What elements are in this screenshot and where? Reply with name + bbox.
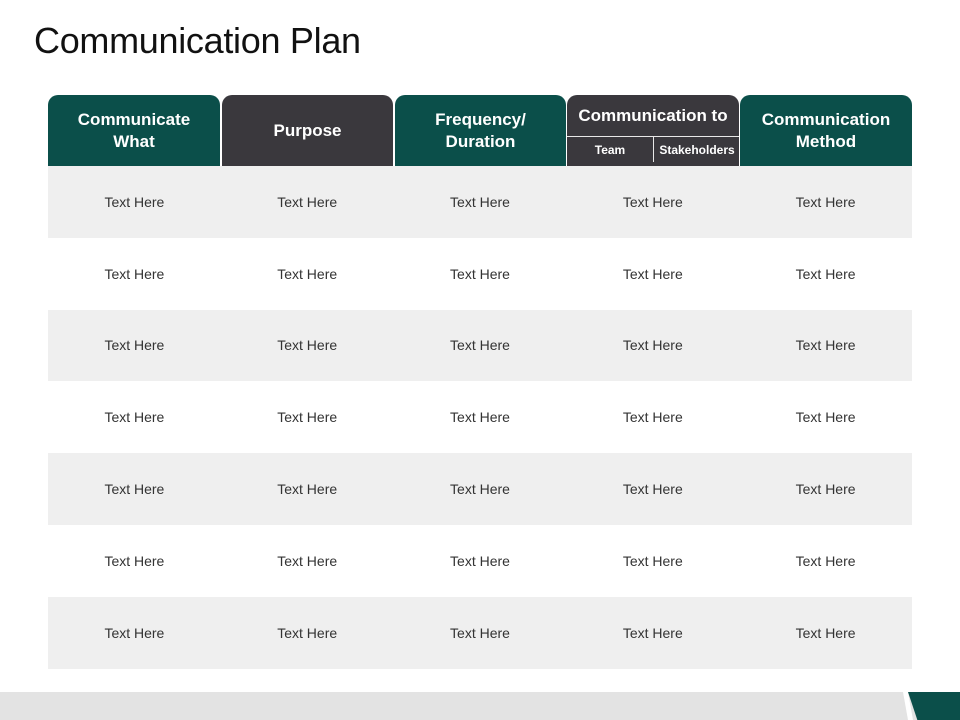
table-cell: Text Here: [450, 624, 510, 641]
header-purpose: [222, 95, 393, 166]
table-cell: Text Here: [795, 409, 856, 426]
table-cell: Text Here: [622, 624, 683, 641]
table-cell: Text Here: [450, 265, 510, 282]
table-body: [48, 166, 912, 669]
table-cell: Text Here: [795, 552, 856, 569]
table-cell: Text Here: [450, 337, 510, 354]
table-cell: Text Here: [622, 409, 683, 426]
subheader-team: Team: [594, 142, 626, 157]
table-cell: Text Here: [277, 265, 338, 282]
table-row: [48, 166, 912, 238]
table-cell: Text Here: [450, 481, 510, 498]
page-title: Communication Plan: [34, 20, 361, 61]
table-row: [48, 238, 912, 310]
table-cell: Text Here: [622, 552, 683, 569]
header-communicate-what: [48, 95, 220, 166]
table-cell: Text Here: [622, 193, 683, 210]
table-cell: Text Here: [622, 265, 683, 282]
header-label: Communication to: [578, 105, 728, 125]
header-communication-to: [567, 95, 739, 166]
table-cell: Text Here: [622, 337, 683, 354]
header-label: Communication Method: [761, 109, 891, 151]
table-cell: Text Here: [450, 552, 510, 569]
table-row: [48, 453, 912, 525]
table-row: [48, 525, 912, 597]
table-cell: Text Here: [104, 624, 165, 641]
table-cell: Text Here: [795, 481, 856, 498]
table-cell: Text Here: [104, 193, 165, 210]
table-cell: Text Here: [277, 337, 338, 354]
table-cell: Text Here: [104, 481, 165, 498]
table-cell: Text Here: [277, 409, 338, 426]
table-cell: Text Here: [450, 409, 510, 426]
table-row: [48, 381, 912, 453]
header-frequency-duration: [395, 95, 566, 166]
table-cell: Text Here: [104, 265, 165, 282]
table-cell: Text Here: [795, 193, 856, 210]
table-cell: Text Here: [795, 337, 856, 354]
table-cell: Text Here: [277, 481, 338, 498]
table-cell: Text Here: [622, 481, 683, 498]
table-cell: Text Here: [277, 552, 338, 569]
header-communication-method: [740, 95, 912, 166]
table-row: [48, 597, 912, 669]
table-header: [48, 95, 912, 166]
table-row: [48, 310, 912, 382]
table-cell: Text Here: [104, 552, 165, 569]
table-cell: Text Here: [795, 624, 856, 641]
subheader-stakeholders: Stakeholders: [659, 142, 735, 157]
table-cell: Text Here: [104, 409, 165, 426]
table-cell: Text Here: [277, 624, 338, 641]
header-label: Purpose: [273, 120, 342, 140]
table-cell: Text Here: [795, 265, 856, 282]
table-cell: Text Here: [450, 193, 510, 210]
header-label: Communicate What: [77, 109, 191, 151]
table-cell: Text Here: [104, 337, 165, 354]
table-cell: Text Here: [277, 193, 338, 210]
header-label: Frequency/ Duration: [435, 109, 526, 151]
footer-bar: [0, 692, 960, 720]
